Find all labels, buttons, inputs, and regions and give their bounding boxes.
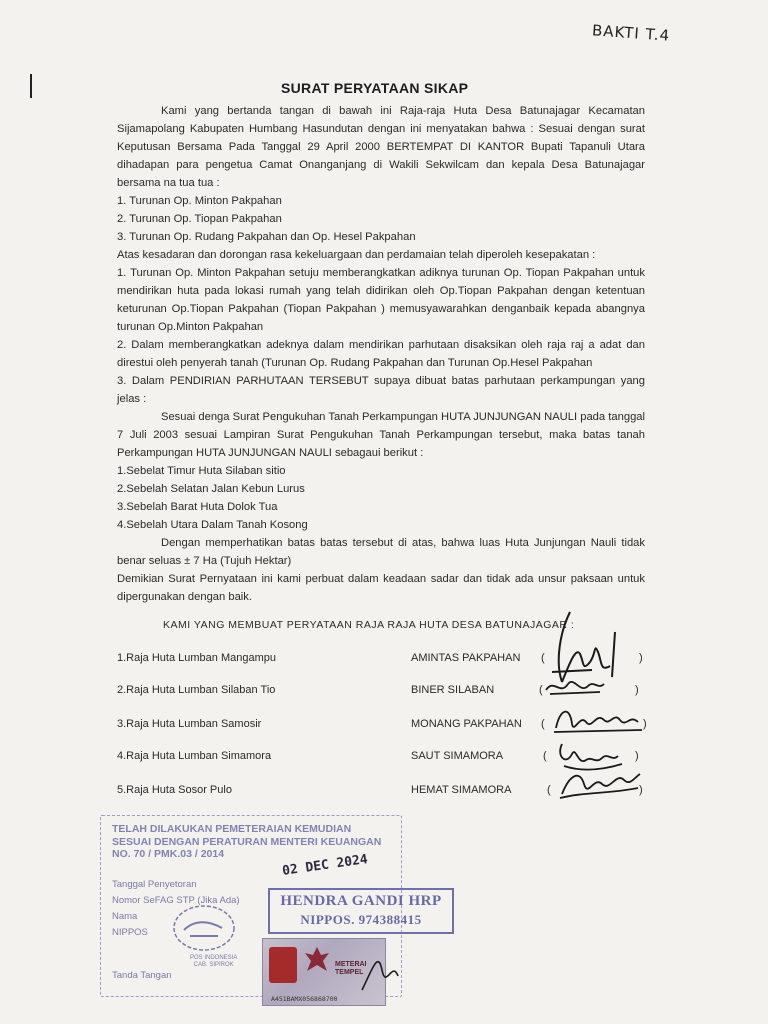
signature-biner bbox=[540, 672, 610, 702]
signature-heading: KAMI YANG MEMBUAT PERYATAAN RAJA RAJA HUTA DESA BATUNAJAGAR : bbox=[163, 619, 575, 631]
signature-monang bbox=[550, 700, 650, 740]
stamp-emblem bbox=[269, 947, 297, 983]
post-office-branch: CAB. SIPIROK bbox=[193, 962, 234, 968]
signatory-village: 2.Raja Huta Lumban Silaban Tio bbox=[117, 684, 276, 696]
pos-indonesia-logo bbox=[168, 900, 238, 954]
boundary-item: 4.Sebelah Utara Dalam Tanah Kosong bbox=[117, 519, 308, 531]
stamp-field-label: Nama bbox=[112, 911, 138, 922]
signatory-village: 4.Raja Huta Lumban Simamora bbox=[117, 750, 272, 762]
meterai-label-line: TEMPEL bbox=[335, 969, 364, 976]
officer-signature bbox=[352, 940, 412, 1000]
signatory-name: MONANG PAKPAHAN bbox=[411, 718, 522, 730]
descendant-item: 2. Turunan Op. Tiopan Pakpahan bbox=[117, 213, 282, 225]
stamp-field-label: NIPPOS bbox=[112, 927, 148, 938]
date-stamp: 02 DEC 2024 bbox=[281, 852, 369, 879]
signature-open-paren: ( bbox=[543, 750, 547, 762]
stamp-notice-line: NO. 70 / PMK.03 / 2014 bbox=[112, 848, 225, 860]
officer-name: HENDRA GANDI HRP bbox=[280, 893, 442, 909]
officer-nippos: NIPPOS. 974388415 bbox=[300, 912, 422, 927]
document-title: SURAT PERYATAAN SIKAP bbox=[281, 80, 469, 96]
signatory-name: AMINTAS PAKPAHAN bbox=[411, 652, 521, 664]
agreement-item: 3. Dalam PENDIRIAN PARHUTAAN TERSEBUT supaya dibuat batas parhutaan perkampungan yang jelas : bbox=[117, 375, 645, 405]
signature-open-paren: ( bbox=[541, 718, 545, 730]
boundary-item: 3.Sebelah Barat Huta Dolok Tua bbox=[117, 501, 278, 513]
signature-hemat bbox=[554, 764, 644, 806]
stamp-notice-line: SESUAI DENGAN PERATURAN MENTERI KEUANGAN bbox=[112, 835, 382, 848]
document-body bbox=[117, 102, 645, 606]
boundary-intro: Sesuai denga Surat Pengukuhan Tanah Perkampungan HUTA JUNJUNGAN NAULI pada tanggal 7 Juli 2003 sesuai Lampiran Surat Pengukuhan Tanah Perkampungan tersebut, maka batas tanah Perkampungan HUTA JUNJUNGAN NAULI sebagaui berikut : bbox=[117, 411, 645, 459]
signatory-village: 5.Raja Huta Sosor Pulo bbox=[117, 784, 232, 796]
agreement-item: 1. Turunan Op. Minton Pakpahan setuju memberangkatkan adiknya turunan Op. Tiopan Pakpahan untuk mendirikan huta pada lokasi rumah yang telah didirikan oleh Op.Tiopan Pakpahan dengan ketentuan keturunan Op.Tiopan Pakpahan (Tiopan Pakpahan ) memusyawarahkan denganbaik kepada abangnya turunan Op.Minton Pakpahan bbox=[117, 267, 645, 333]
signature-close-paren: ) bbox=[635, 684, 639, 696]
signature-open-paren: ( bbox=[547, 784, 551, 796]
descendant-item: 1. Turunan Op. Minton Pakpahan bbox=[117, 195, 282, 207]
meterai-serial: A451BAMX056868700 bbox=[271, 995, 338, 1003]
handwritten-reference: BAKTI T.4 bbox=[591, 21, 671, 45]
signature-close-paren: ) bbox=[639, 652, 643, 664]
closing-statement: Demikian Surat Pernyataan ini kami perbuat dalam keadaan sadar dan tidak ada unsur paksaan untuk dipergunakan dengan baik. bbox=[117, 573, 645, 603]
signature-close-paren: ) bbox=[635, 750, 639, 762]
boundary-item: 2.Sebelah Selatan Jalan Kebun Lurus bbox=[117, 483, 305, 495]
signature-close-paren: ) bbox=[639, 784, 643, 796]
signatory-village: 1.Raja Huta Lumban Mangampu bbox=[117, 652, 276, 664]
signature-label: Tanda Tangan bbox=[112, 970, 172, 981]
stamp-field-label: Nomor SeFAG STP (Jika Ada) bbox=[112, 895, 240, 906]
boundary-item: 1.Sebelat Timur Huta Silaban sitio bbox=[117, 465, 286, 477]
post-office-name: POS INDONESIA bbox=[190, 955, 238, 961]
margin-mark bbox=[30, 74, 32, 98]
area-statement: Dengan memperhatikan batas batas tersebut di atas, bahwa luas Huta Junjungan Nauli tidak benar seluas ± 7 Ha (Tujuh Hektar) bbox=[117, 537, 645, 567]
signatory-name: HEMAT SIMAMORA bbox=[411, 784, 512, 796]
signature-close-paren: ) bbox=[643, 718, 647, 730]
signatory-village: 3.Raja Huta Lumban Samosir bbox=[117, 718, 262, 730]
signature-open-paren: ( bbox=[539, 684, 543, 696]
intro-paragraph: Kami yang bertanda tangan di bawah ini Raja-raja Huta Desa Batunajagar Kecamatan Sijamapolang Kabupaten Humbang Hasundutan dengan ini menyatakan bahwa : Sesuai dengan surat Keputusan Bersama Pada Tanggal 29 April 2000 BERTEMPAT DI KANTOR Bupati Tapanuli Utara dihadapan para pengetua Camat Onanganjang di Wakili Sekwilcam dan kepala Desa Batunajagar bersama na tua tua : bbox=[117, 105, 645, 189]
agreement-intro: Atas kesadaran dan dorongan rasa kekeluargaan dan perdamaian telah diperoleh kesepakatan : bbox=[117, 249, 596, 261]
descendant-item: 3. Turunan Op. Rudang Pakpahan dan Op. Hesel Pakpahan bbox=[117, 231, 416, 243]
signature-open-paren: ( bbox=[541, 652, 545, 664]
signatory-name: SAUT SIMAMORA bbox=[411, 750, 504, 762]
post-office-caption bbox=[190, 955, 237, 969]
meterai-label-line: METERAI bbox=[335, 961, 367, 968]
garuda-icon bbox=[303, 945, 331, 975]
signatory-name: BINER SILABAN bbox=[411, 684, 495, 696]
stamp-notice-line: TELAH DILAKUKAN PEMETERAIAN KEMUDIAN bbox=[112, 823, 352, 835]
stamp-field-label: Tanggal Penyetoran bbox=[112, 879, 197, 890]
officer-stamp bbox=[268, 888, 454, 934]
agreement-item: 2. Dalam memberangkatkan adeknya dalam mendirikan parhutaan disaksikan oleh raja raj a adat dan direstui oleh penyerah tanah (Turunan Op. Rudang Pakpahan dan Turunan Op.Hesel Pakpahan bbox=[117, 339, 645, 369]
